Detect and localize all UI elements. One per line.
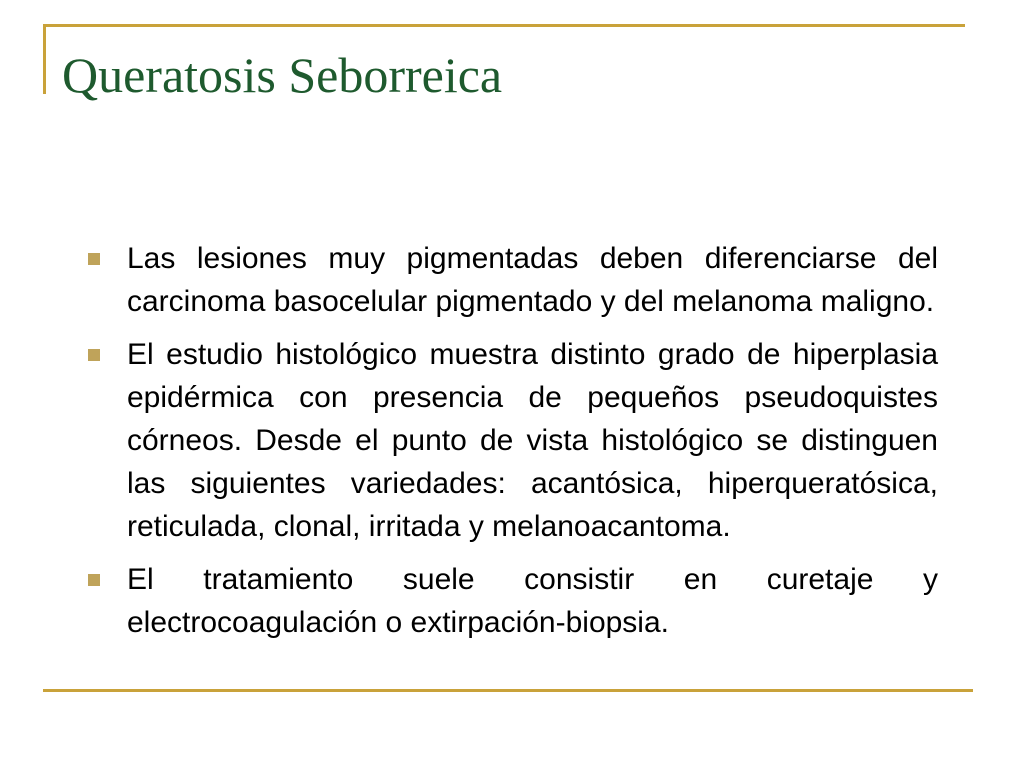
- square-bullet-icon: [88, 349, 100, 361]
- top-accent-rule: [43, 24, 965, 27]
- square-bullet-icon: [88, 253, 100, 265]
- bottom-accent-rule: [43, 689, 973, 692]
- bullet-text: El tratamiento suele consistir en curetaje y electrocoagulación o extirpación-biopsia.: [127, 563, 938, 639]
- bullet-item: [86, 237, 938, 323]
- bullet-item: [86, 558, 938, 644]
- bullet-text: Las lesiones muy pigmentadas deben diferenciarse del carcinoma basocelular pigmentado y del melanoma maligno.: [127, 242, 938, 318]
- bullet-list: [86, 237, 938, 654]
- bullet-text: El estudio histológico muestra distinto grado de hiperplasia epidérmica con presencia de pequeños pseudoquistes córneos. Desde el punto de vista histológico se distinguen las siguientes variedades: acantósica, hiperqueratósica, reticulada, clonal, irritada y melanoacantoma.: [127, 338, 938, 543]
- square-bullet-icon: [88, 574, 100, 586]
- left-accent-rule: [43, 24, 46, 94]
- slide-title: Queratosis Seborreica: [62, 47, 503, 103]
- bullet-item: [86, 333, 938, 548]
